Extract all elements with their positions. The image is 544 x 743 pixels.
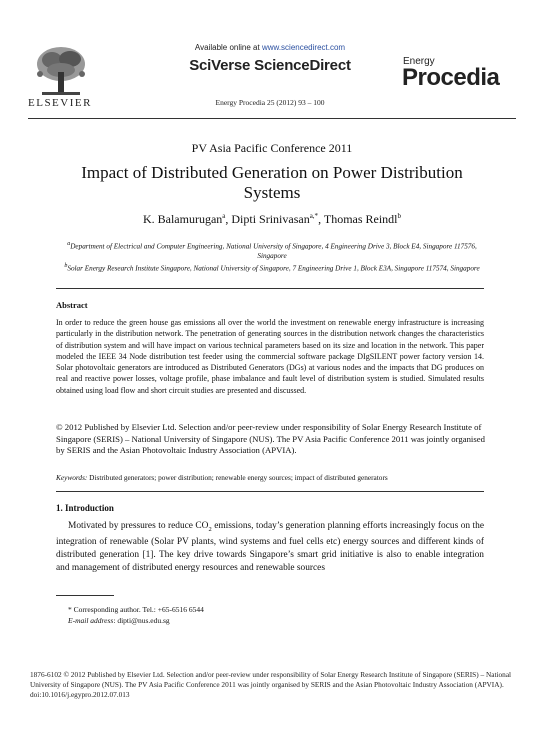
email-note	[68, 616, 170, 625]
author-name: Dipti Srinivasan	[231, 212, 310, 226]
sciencedirect-link[interactable]: www.sciencedirect.com	[261, 43, 346, 52]
header-divider	[28, 118, 516, 119]
sciverse-sciencedirect-logo: SciVerse ScienceDirect	[189, 57, 351, 74]
page-footer: 1876-6102 © 2012 Published by Elsevier Ltd. Selection and/or peer-review under responsibility of Solar Energy Research Institute of Singapore (SERIS) – National University of Singapore (NUS). The PV Asia Pacific Conference 2011 was jointly organised by SERIS and the Asian Photovoltaic Industry Association (APVIA). doi:10.1016/j.egypro.2012.07.013	[30, 670, 512, 699]
author-name: Thomas Reindl	[323, 212, 398, 226]
conference-name: PV Asia Pacific Conference 2011	[191, 141, 353, 155]
email-address[interactable]: : dipti@nus.edu.sg	[113, 616, 170, 625]
keywords-line	[56, 473, 486, 482]
intro-paragraph	[56, 520, 484, 574]
keywords-text: Distributed generators; power distribution; renewable energy sources; impact of distributed generators	[87, 473, 388, 482]
affiliation-mark: b	[64, 263, 68, 269]
abstract-heading: Abstract	[56, 300, 88, 310]
affiliation-mark: a	[67, 241, 71, 247]
journal-reference: Energy Procedia 25 (2012) 93 – 100	[215, 98, 325, 107]
abstract-top-divider	[56, 288, 484, 289]
affiliation-text: Department of Electrical and Computer Engineering, National University of Singapore, 4 Engineering Drive 3, Block E4, Singapore 117576, Singapore	[70, 242, 477, 261]
abstract-text: In order to reduce the green house gas emissions all over the world the investment on renewable energy infrastructure is increasing particularly in the distribution network. The penetration of generating sources in the distribution network changes the characteristics of distribution system and will have impact on various technical parameters based on its size and location in the network. This paper modeled the IEEE 34 Node distribution test feeder using the commercial software package DIgSILENT power factory version 14. Solar photovoltaic generators are introduced as Distributed Generators (DGs) at various nodes and the impacts that DG produces on real and reactive power losses, voltage profile, phase imbalance and fault level of distribution system is studied. Simulated results obtained using load flow and short circuit studies are presented and discussed.	[56, 318, 484, 395]
corresponding-author-note: * Corresponding author. Tel.: +65-6516 6544	[68, 605, 204, 614]
author-name: K. Balamurugan	[142, 212, 223, 226]
publisher-wordmark: ELSEVIER	[28, 97, 92, 109]
email-label: E-mail address	[68, 616, 114, 625]
footnote-divider	[56, 595, 114, 596]
available-prefix: Available online at	[194, 43, 262, 52]
subscript: 2	[208, 525, 212, 533]
intro-text: emissions, today’s generation planning efforts increasingly focus on the integration of renewable (Solar PV plants, wind systems and fuel cells etc) energy sources and different kinds of distributed generation [1]. The key drive towards Singapore’s smart grid initiative is also to enable integration and management of distributed energy resources and renewable sources	[56, 521, 485, 573]
paper-title: Impact of Distributed Generation on Power Distribution Systems	[81, 163, 463, 202]
author-affiliation-mark: a	[222, 212, 226, 220]
available-online-line	[160, 43, 380, 52]
author-affiliation-mark: a,*	[309, 212, 319, 220]
intro-text: Motivated by pressures to reduce CO	[68, 521, 209, 531]
affiliation-a	[62, 239, 482, 261]
journal-logo-energy: Energy	[403, 56, 435, 67]
abstract-bottom-divider	[56, 491, 484, 492]
journal-logo-procedia: Procedia	[402, 64, 500, 91]
copyright-notice: © 2012 Published by Elsevier Ltd. Selection and/or peer-review under responsibility of Solar Energy Research Institute of Singapore (SERIS) – National University of Singapore (NUS). The PV Asia Pacific Conference 2011 was jointly organised by SERIS and the Asian Photovoltaic Industry Association (APVIA).	[56, 422, 485, 455]
affiliation-text: Solar Energy Research Institute Singapore, National University of Singapore, 7 Engineering Drive 1, Block E3A, Singapore 117574, Singapore	[67, 264, 480, 273]
affiliation-b	[62, 261, 482, 273]
author-list: K. Balamurugan$^a$, Dipti Srinivasan$^{a,*}$, Thomas Reindl$^b$	[142, 212, 402, 226]
author-affiliation-mark: b	[397, 212, 402, 220]
section-heading: 1. Introduction	[56, 503, 114, 513]
keywords-label: Keywords:	[56, 473, 88, 482]
